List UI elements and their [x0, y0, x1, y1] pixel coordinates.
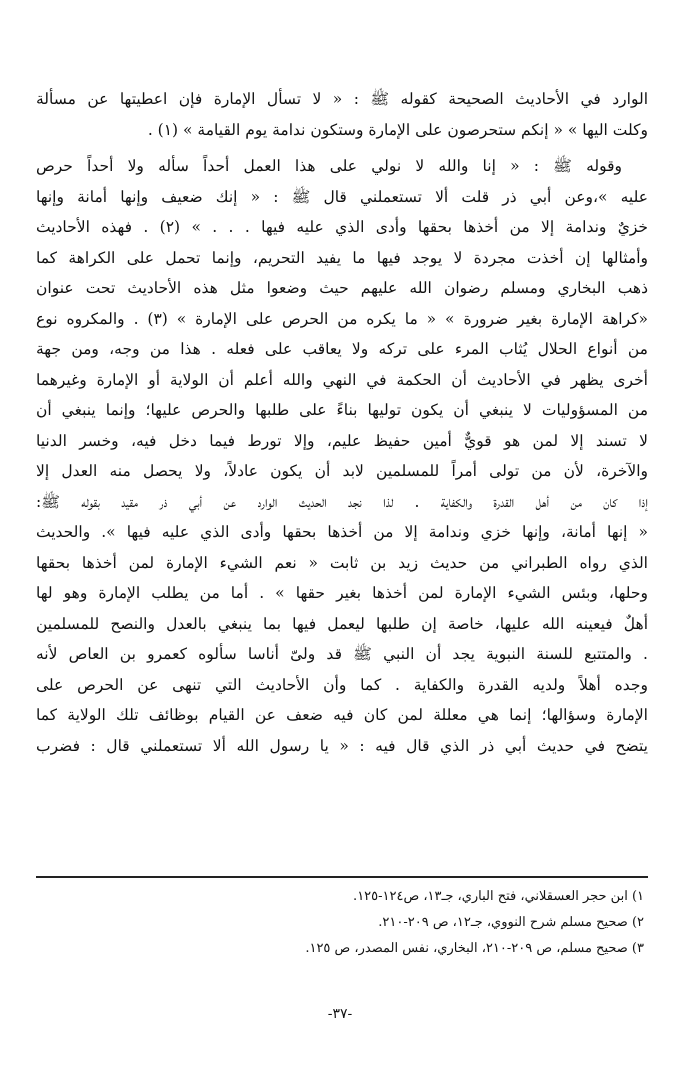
text-line-21: الإمارة وسؤالها؛ إنما هي معللة لمن كان فيه ضعف عن القيام بوظائف تلك الولاية كما: [36, 706, 648, 724]
footnote-3: ٣) صحيح مسلم، ص ٢٠٩-٢١٠، البخاري، نفس المصدر، ص ١٢٥.: [305, 941, 644, 956]
text-line-17: وحلها، وبئس الشيء الإمارة لمن أخذها بغير حقها » . أما من يطلب الإمارة وهو لها: [36, 584, 648, 602]
text-line-6: وأمثالها إن أخذت مجردة لا يوجد فيها ما يفيد التحريم، وإنما تحمل على الكراهة كما: [36, 248, 648, 267]
text-line-18: أهلٌ فيعينه الله عليها، خاصة إن طلبها ليعمل فيها بما ينبغي بالعدل والنصح للمسلمين: [36, 614, 648, 633]
text-line-2: وكلت اليها » « إنكم ستحرصون على الإمارة وستكون ندامة يوم القيامة » (١) .: [147, 120, 648, 139]
text-line-4: عليه »،وعن أبي ذر قلت ألا تستعملني قال ﷺ : « إنك ضعيف وإنها أمانة وإنها: [36, 187, 648, 206]
footnote-divider: [36, 876, 648, 878]
text-line-20: وجده أهلاً ولديه القدرة والكفاية . كما وأن الأحاديث التي تنهى عن الحرص على: [36, 675, 648, 694]
text-line-14: إذا كان من أهل القدرة والكفاية . لذا نجد الحديث الوارد عن أبي ذر مقيد بقوله ﷺ:: [36, 492, 648, 511]
footnote-2: ٢) صحيح مسلم شرح النووي، جـ١٢، ص ٢٠٩-٢١٠.: [378, 915, 644, 930]
footnote-1: ١) ابن حجر العسقلاني، فتح الباري، جـ١٣، ص١٢٤-١٢٥.: [353, 889, 644, 904]
text-line-3: وقوله ﷺ : « إنا والله لا نولي على هذا العمل أحداً سأله ولا أحداً حرص: [36, 157, 622, 175]
footnotes: [36, 884, 648, 962]
text-line-13: والآخرة، لأن من تولى أمراً للمسلمين لابد أن يكون عادلاً، ولا يحصل منه العدل إلا: [36, 462, 648, 480]
text-line-11: من المسؤوليات لا ينبغي أن يكون توليها بناءً على طلبها والحرص عليها؛ وإنما ينبغي أن: [36, 401, 648, 419]
text-line-16: الذي رواه الطبراني من حديث زيد بن ثابت « نعم الشيء الإمارة لمن أخذها بحقها: [36, 553, 648, 572]
text-line-22: يتضح في حديث أبي ذر الذي قال فيه : « يا رسول الله ألا تستعملني قال : فضرب: [36, 736, 648, 755]
text-line-19: . والمتتبع للسنة النبوية يجد أن النبي ﷺ قد ولىّ أناسا سألوه كعمرو بن العاص لأنه: [36, 645, 648, 663]
main-text: [36, 84, 648, 761]
text-line-12: لا تسند إلا لمن هو قويٌّ أمين حفيظ عليم، وإلا تورط فيما دخل فيه، وخسر الدنيا: [36, 431, 648, 450]
text-line-7: ذهب البخاري ومسلم رضوان الله عليهم حيث وضعوا مثل هذه الأحاديث تحت عنوان: [36, 279, 648, 297]
text-line-5: خزيٌ وندامة إلا من أخذها بحقها وأدى الذي عليه فيها . . . » (٢) . فهذه الأحاديث: [36, 218, 648, 236]
page-number: -٣٧-: [327, 1006, 353, 1022]
text-line-1: الوارد في الأحاديث الصحيحة كقوله ﷺ : « لا تسأل الإمارة فإن اعطيتها عن مسألة: [36, 90, 648, 108]
text-line-8: «كراهة الإمارة بغير ضرورة » « ما يكره من الحرص على الإمارة » (٣) . والمكروه نوع: [36, 309, 648, 328]
text-line-15: « إنها أمانة، وإنها خزي وندامة إلا من أخذها بحقها وأدى الذي عليه فيها ». والحديث: [36, 523, 648, 541]
text-line-9: من أنواع الحلال يُثاب المرء على تركه ولا يعاقب على فعله . هذا من وجه، ومن جهة: [36, 340, 648, 358]
text-line-10: أخرى يظهر في الأحاديث أن الحكمة في النهي والله أعلم أن الولاية أو الإمارة وغيرهما: [36, 370, 648, 389]
